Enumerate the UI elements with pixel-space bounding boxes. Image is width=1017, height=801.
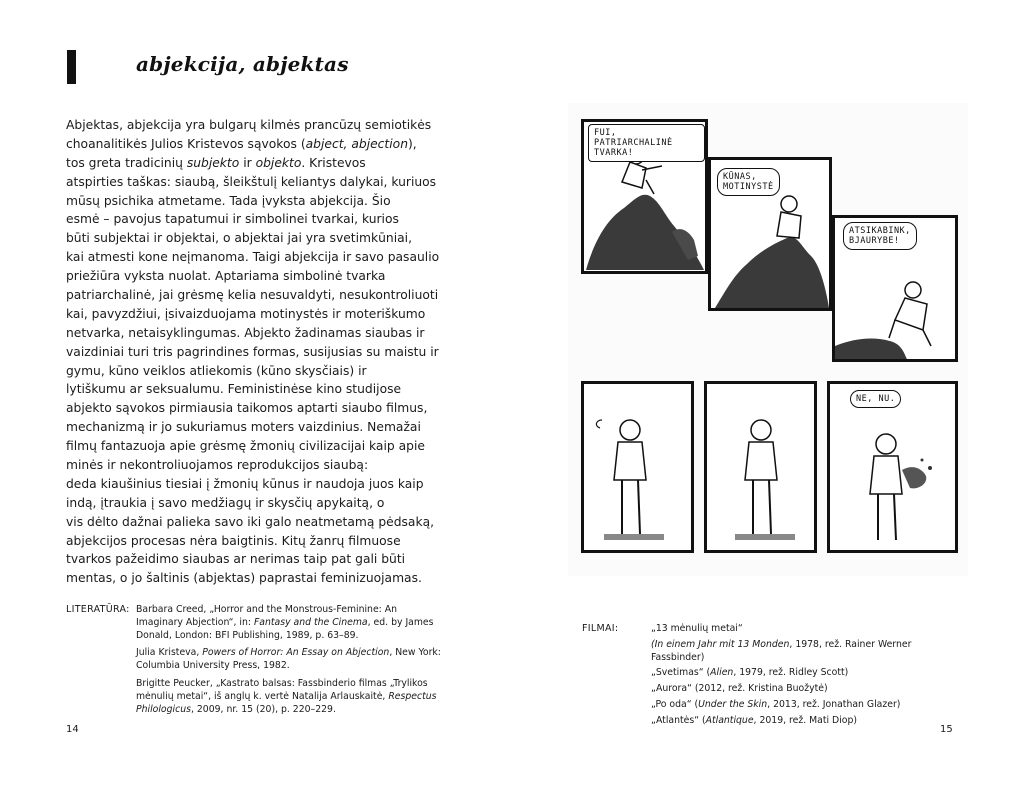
body-line: vis dėlto dažnai palieka savo iki galo neatmetamą pėdsaką, bbox=[66, 514, 435, 529]
body-line: tos greta tradicinių subjekto ir objekto. Kristevos bbox=[66, 155, 366, 170]
entry-title: abjekcija, abjektas bbox=[136, 52, 349, 76]
floor-4 bbox=[604, 534, 664, 540]
figure-2-head bbox=[781, 196, 797, 212]
body-line: indą, įtraukia į savo medžiagų ir skysčių apykaitą, o bbox=[66, 495, 385, 510]
body-line: kai atmesti kone neįmanoma. Taigi abjekcija ir savo pasaulio bbox=[66, 250, 440, 265]
italic-text: (In einem Jahr mit 13 Monden bbox=[651, 638, 790, 650]
film-entry: „13 mėnulių metai“ bbox=[651, 623, 743, 634]
italic-text: Powers of Horror: An Essay on Abjection bbox=[202, 647, 390, 659]
comic-panel-1 bbox=[581, 119, 708, 274]
body-line: patriarchalinė, jai grėsmę kelia nesuvaldyti, nesukontroliuoti bbox=[66, 288, 439, 303]
page-number-left: 14 bbox=[66, 724, 79, 735]
body-line: mentas, o jo šaltinis (abjektas) paprastai feminizuojamas. bbox=[66, 571, 422, 586]
title-marker-bar bbox=[67, 50, 76, 84]
figure-6-legs bbox=[878, 494, 896, 540]
italic-text: Atlantique bbox=[705, 714, 754, 726]
figure-6-head bbox=[876, 434, 896, 454]
page-number-right: 15 bbox=[940, 724, 953, 735]
figure-5-head bbox=[751, 420, 771, 440]
body-line: lytiškumu ar seksualumu. Feministinėse kino studijose bbox=[66, 382, 402, 397]
left-page bbox=[0, 0, 508, 801]
figure-4-head bbox=[620, 420, 640, 440]
body-line: priežiūra vyksta nuolat. Aptariama simbolinė tvarka bbox=[66, 269, 386, 284]
comic-panel-5 bbox=[704, 381, 817, 553]
panel-4-drawing bbox=[584, 384, 691, 550]
body-line: Abjektas, abjekcija yra bulgarų kilmės prancūzų semiotikės bbox=[66, 118, 432, 132]
body-line: minės ir nekontroliuojamos reprodukcijos siaubą: bbox=[66, 456, 440, 475]
comic-panel-6 bbox=[827, 381, 958, 553]
italic-text: subjekto bbox=[186, 155, 240, 170]
speech-bubble-4: NE, NU. bbox=[850, 390, 901, 408]
literature-entry: Brigitte Peucker, „Kastrato balsas: Fassbinderio filmas „Trylikos mėnulių metai“, iš anglų k. vertė Natalija Arlauskaitė, Respectus Philologicus, 2009, nr. 15 (20), p. 220–229. bbox=[136, 677, 437, 715]
film-entry: (In einem Jahr mit 13 Monden, 1978, rež. Rainer Werner Fassbinder) bbox=[651, 638, 912, 663]
figure-1-body bbox=[622, 162, 646, 188]
comic-panel-4 bbox=[581, 381, 694, 553]
film-entry: „Svetimas“ (Alien, 1979, rež. Ridley Scott) bbox=[651, 667, 849, 679]
floor-5 bbox=[735, 534, 795, 540]
trash-heap-2 bbox=[715, 237, 829, 308]
figure-6-body bbox=[870, 456, 902, 494]
figure-3-head bbox=[905, 282, 921, 298]
comic-panel-3 bbox=[832, 215, 958, 362]
panel-5-drawing bbox=[707, 384, 814, 550]
body-line: gymu, kūno veiklos atliekomis (kūno skysčiais) ir bbox=[66, 363, 367, 378]
film-entry: „Aurora“ (2012, rež. Kristina Buožytė) bbox=[651, 683, 828, 695]
body-line: atspirties taškas: siaubą, šleikštulį keliantys dalykai, kuriuos bbox=[66, 174, 437, 189]
trash-heap-3 bbox=[835, 339, 907, 359]
speech-bubble-2: KŪNAS, MOTINYSTĖ bbox=[717, 168, 780, 196]
figure-3-body bbox=[895, 298, 927, 330]
body-line: tvarkos pažeidimo siaubas ar nerimas taip pat gali būti bbox=[66, 552, 406, 567]
figure-5-body bbox=[745, 442, 777, 480]
body-line: vaizdiniai turi tris pagrindines formas, susijusias su maistu ir bbox=[66, 344, 439, 359]
body-line: filmų fantazuoja apie grėsmę žmonių civilizacijai kaip apie bbox=[66, 439, 425, 454]
body-text bbox=[66, 116, 440, 588]
italic-text: abject, abjection bbox=[305, 136, 408, 151]
body-line: deda kiaušinius tiesiai į žmonių kūnus ir naudoja juos kaip bbox=[66, 476, 424, 491]
italic-text: Alien bbox=[710, 667, 734, 679]
figure-4-body bbox=[614, 442, 646, 480]
italic-text: Under the Skin bbox=[698, 698, 768, 710]
figure-4-huff bbox=[596, 420, 602, 428]
body-line: abjekto sąvokos pirmiausia taikomos aptarti siaubo filmus, bbox=[66, 401, 428, 416]
body-line: choanalitikės Julios Kristevos sąvokos (abject, abjection), bbox=[66, 136, 417, 151]
literature-label: LITERATŪRA: bbox=[66, 604, 130, 615]
figure-2-body bbox=[777, 212, 801, 238]
speech-bubble-1: FUI, PATRIARCHALINĖ TVARKA! bbox=[588, 124, 705, 162]
films-list bbox=[651, 623, 951, 731]
films-label: FILMAI: bbox=[582, 623, 619, 634]
body-line: mūsų psichika atmetame. Tada įvyksta abjekcija. Šio bbox=[66, 193, 391, 208]
literature-list bbox=[136, 604, 446, 721]
figure-5-legs bbox=[753, 480, 771, 534]
splash-6 bbox=[902, 467, 926, 488]
italic-text: objekto bbox=[255, 155, 302, 170]
comic-illustration bbox=[568, 103, 968, 576]
panel-6-drawing bbox=[830, 384, 955, 550]
body-line: esmė – pavojus tapatumui ir simbolinei tvarkai, kurios bbox=[66, 212, 399, 227]
italic-text: Fantasy and the Cinema bbox=[253, 616, 368, 628]
literature-entry: Barbara Creed, „Horror and the Monstrous-Feminine: An Imaginary Abjection“, in: Fantasy and the Cinema, ed. by James Donald, London: BFI Publishing, 1989, p. 63–89. bbox=[136, 604, 434, 641]
figure-4-legs bbox=[622, 480, 640, 534]
film-entry: „Atlantės“ (Atlantique, 2019, rež. Mati Diop) bbox=[651, 714, 858, 726]
body-line: abjekcijos procesas nėra baigtinis. Kitų žanrų filmuose bbox=[66, 533, 401, 548]
film-entry: „Po oda“ (Under the Skin, 2013, rež. Jonathan Glazer) bbox=[651, 698, 901, 710]
body-line: netvarka, netaisyklingumas. Abjekto žadinamas siaubas ir bbox=[66, 325, 425, 340]
comic-panel-2 bbox=[708, 157, 832, 311]
italic-text: Respectus Philologicus bbox=[136, 690, 437, 715]
body-line: būti subjektai ir objektai, o abjektai jai yra svetimkūniai, bbox=[66, 231, 413, 246]
literature-entry: Julia Kristeva, Powers of Horror: An Essay on Abjection, New York: Columbia University Press, 1982. bbox=[136, 647, 441, 672]
speech-bubble-3: ATSIKABINK, BJAURYBE! bbox=[843, 222, 917, 250]
body-line: mechanizmą ir jo sukuriamus moters vaizdinius. Nemažai bbox=[66, 420, 421, 435]
body-line: kai, pavyzdžiui, įsivaizduojama motinystės ir moteriškumo bbox=[66, 306, 426, 321]
